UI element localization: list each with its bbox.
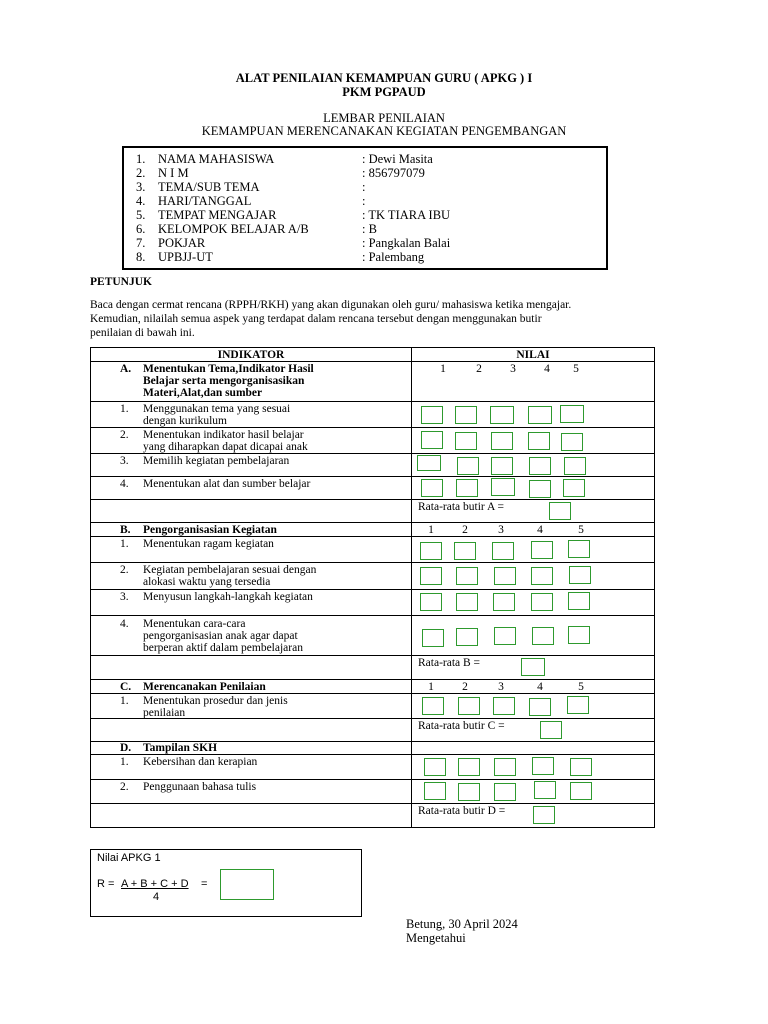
score-box[interactable]	[420, 567, 442, 585]
average-b-box[interactable]	[521, 658, 545, 676]
place-date: Betung, 30 April 2024	[406, 917, 518, 931]
score-box[interactable]	[529, 698, 551, 716]
final-score-input[interactable]	[220, 869, 274, 900]
score-box[interactable]	[569, 566, 591, 584]
score-box[interactable]	[491, 457, 513, 475]
final-score-box	[90, 849, 362, 917]
score-box[interactable]	[458, 783, 480, 801]
score-box[interactable]	[491, 432, 513, 450]
identity-row: 5. TEMPAT MENGAJAR : TK TIARA IBU	[136, 208, 451, 222]
rata-b-label: Rata-rata B =	[418, 657, 481, 669]
section-c-letter: C.	[120, 681, 132, 693]
score-box[interactable]	[529, 457, 551, 475]
identity-row: 7. POKJAR : Pangkalan Balai	[136, 236, 451, 250]
score-box[interactable]	[563, 479, 585, 497]
score-box[interactable]	[493, 697, 515, 715]
indikator-header: INDIKATOR	[217, 349, 285, 361]
score-box[interactable]	[456, 479, 478, 497]
score-box[interactable]	[532, 627, 554, 645]
score-box[interactable]	[421, 479, 443, 497]
identity-box	[122, 146, 608, 270]
identity-row: 1. NAMA MAHASISWA : Dewi Masita	[136, 152, 433, 166]
score-box[interactable]	[422, 629, 444, 647]
identity-row: 8. UPBJJ-UT : Palembang	[136, 250, 425, 264]
score-box[interactable]	[570, 782, 592, 800]
section-c-title: Merencanakan Penilaian	[143, 681, 266, 693]
formula-numerator: A + B + C + D	[121, 878, 189, 890]
score-box[interactable]	[420, 542, 442, 560]
assessment-table: INDIKATOR NILAI A. Menentukan Tema,Indikator Hasil Belajar serta mengorganisasikan Materi,Alat,dan sumber 1 2 3 4 5 1. Menggunakan tema yang sesuai dengan kurikulum 2. Menentukan indikator hasil belajar yang diharapkan dapat dicapai anak 3. Memilih kegiatan pembelajaran 4. Menentukan alat dan sumber belajar Rata-rata butir A = B. Pengorganisasian Kegiatan 1 2 3 4 5 1. Menentukan ragam kegiatan 2. Kegiatan pembelajaran sesuai dengan alokasi waktu yang tersedia 3. Menyusun langkah-langkah kegiatan 4. Menentukan cara-cara pengorganisasian anak agar dapat berperan aktif dalam pembelajaran Rata-rata B = C. Merencanakan Penilaian 1 2 3 4 5 1. Menentukan prosedur dan jenis penilaian Rata-rata butir C = D. Tampilan SKH 1. Kebersihan dan kerapian 2. Penggunaan bahasa tulis Rata-rata butir D =	[90, 347, 655, 828]
section-a-title: Menentukan Tema,Indikator Hasil Belajar serta mengorganisasikan Materi,Alat,dan sumber	[143, 363, 314, 399]
instructions-line: penilaian di bawah ini.	[90, 327, 195, 339]
score-box[interactable]	[458, 758, 480, 776]
nilai-header: NILAI	[516, 349, 550, 361]
score-box[interactable]	[531, 593, 553, 611]
document-subtitle: PKM PGPAUD	[342, 85, 426, 99]
form-subtitle: KEMAMPUAN MERENCANAKAN KEGIATAN PENGEMBANGAN	[201, 124, 567, 138]
section-d-title: Tampilan SKH	[143, 742, 218, 754]
score-box[interactable]	[457, 457, 479, 475]
score-box[interactable]	[458, 697, 480, 715]
score-box[interactable]	[421, 406, 443, 424]
score-box[interactable]	[494, 567, 516, 585]
student-nim: : 856797079	[362, 166, 425, 180]
score-box[interactable]	[568, 592, 590, 610]
score-box[interactable]	[568, 626, 590, 644]
instructions-line: Baca dengan cermat rencana (RPPH/RKH) yang akan digunakan oleh guru/ mahasiswa ketika mengajar.	[90, 299, 572, 311]
score-box[interactable]	[532, 757, 554, 775]
rata-d-label: Rata-rata butir D =	[418, 805, 506, 817]
rata-a-label: Rata-rata butir A =	[418, 501, 505, 513]
score-box[interactable]	[422, 697, 444, 715]
instructions-heading: PETUNJUK	[90, 276, 152, 288]
score-box[interactable]	[561, 433, 583, 451]
acknowledged-label: Mengetahui	[406, 931, 466, 945]
average-a-box[interactable]	[549, 502, 571, 520]
instructions-line: Kemudian, nilailah semua aspek yang terdapat dalam rencana tersebut dengan menggunakan butir	[90, 313, 542, 325]
rata-c-label: Rata-rata butir C =	[418, 720, 505, 732]
form-title: LEMBAR PENILAIAN	[323, 111, 445, 125]
final-score-title: Nilai APKG 1	[97, 852, 161, 864]
score-box[interactable]	[560, 405, 584, 423]
score-box[interactable]	[567, 696, 589, 714]
identity-row: 2. N I M : 856797079	[136, 166, 425, 180]
identity-row: 6. KELOMPOK BELAJAR A/B : B	[136, 222, 377, 236]
section-d-letter: D.	[120, 742, 132, 754]
score-box[interactable]	[455, 432, 477, 450]
average-c-box[interactable]	[540, 721, 562, 739]
score-box[interactable]	[564, 457, 586, 475]
score-box[interactable]	[456, 593, 478, 611]
score-box[interactable]	[528, 406, 552, 424]
score-box[interactable]	[531, 541, 553, 559]
score-box[interactable]	[455, 406, 477, 424]
score-box[interactable]	[491, 478, 515, 496]
score-box[interactable]	[494, 627, 516, 645]
formula-denominator: 4	[153, 891, 160, 903]
score-box[interactable]	[493, 593, 515, 611]
score-box[interactable]	[420, 593, 442, 611]
score-box[interactable]	[528, 432, 550, 450]
score-box[interactable]	[454, 542, 476, 560]
average-d-box[interactable]	[533, 806, 555, 824]
score-box[interactable]	[570, 758, 592, 776]
score-box[interactable]	[424, 782, 446, 800]
score-box[interactable]	[417, 455, 441, 471]
score-box[interactable]	[531, 567, 553, 585]
score-box[interactable]	[421, 431, 443, 449]
formula-equals: =	[201, 878, 208, 890]
document-title: ALAT PENILAIAN KEMAMPUAN GURU ( APKG ) I	[235, 71, 533, 85]
score-box[interactable]	[424, 758, 446, 776]
identity-row: 3. TEMA/SUB TEMA :	[136, 180, 366, 194]
score-box[interactable]	[456, 567, 478, 585]
score-box[interactable]	[494, 783, 516, 801]
score-box[interactable]	[456, 628, 478, 646]
identity-row: 4. HARI/TANGGAL :	[136, 194, 366, 208]
student-name: : Dewi Masita	[362, 152, 433, 166]
score-box[interactable]	[490, 406, 514, 424]
score-box[interactable]	[568, 540, 590, 558]
section-b-letter: B.	[120, 524, 131, 536]
score-box[interactable]	[492, 542, 514, 560]
score-box[interactable]	[494, 758, 516, 776]
section-b-title: Pengorganisasian Kegiatan	[143, 524, 277, 536]
formula-r: R =	[97, 878, 115, 890]
section-a-letter: A.	[120, 363, 132, 375]
score-box[interactable]	[529, 480, 551, 498]
score-box[interactable]	[534, 781, 556, 799]
